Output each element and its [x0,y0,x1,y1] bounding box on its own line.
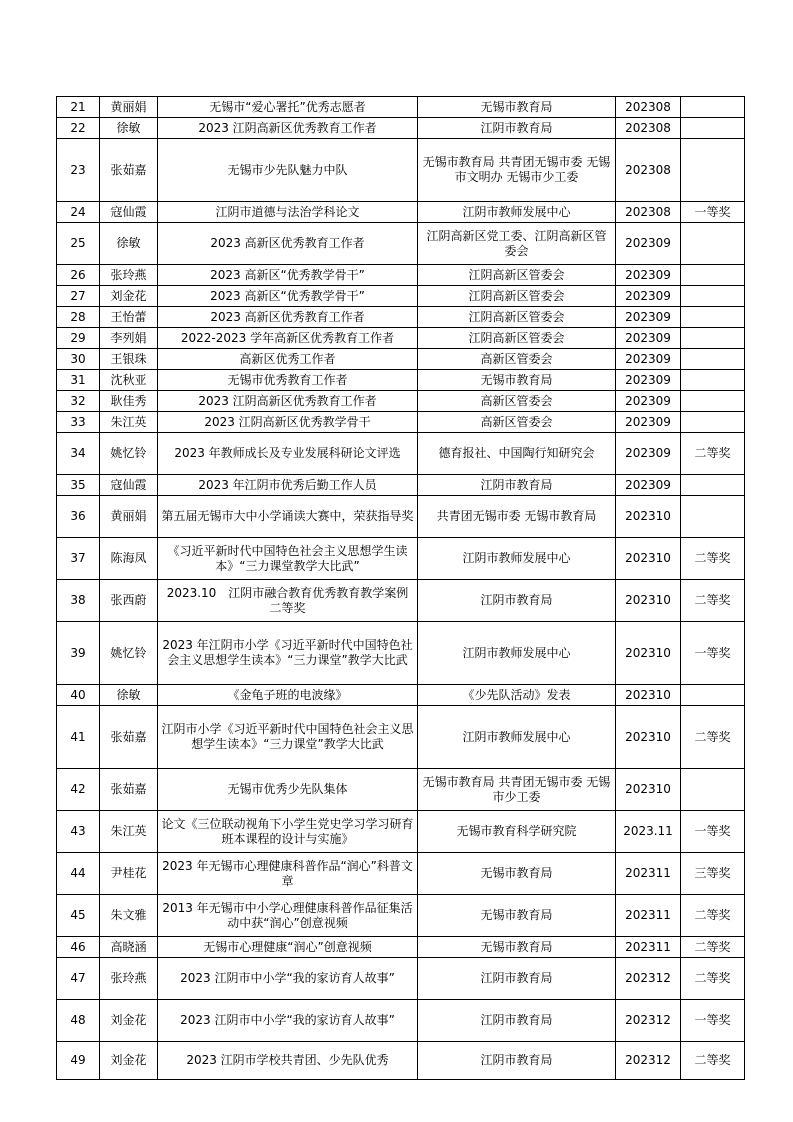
row-number-cell: 32 [57,391,100,412]
table-row [57,370,745,391]
date-cell: 202309 [616,370,681,391]
issuing-organization-cell: 江阴市教师发展中心 [418,622,616,685]
date-cell: 202310 [616,622,681,685]
issuing-organization-cell: 德育报社、中国陶行知研究会 [418,433,616,475]
award-title-cell: 2023 年无锡市心理健康科普作品“润心”科普文章 [158,853,418,895]
date-cell: 202310 [616,706,681,769]
date-cell: 202310 [616,538,681,580]
name-cell: 徐敏 [100,118,158,139]
issuing-organization-cell: 无锡市教育局 共青团无锡市委 无锡市少工委 [418,769,616,811]
award-title-cell: 无锡市少先队魅力中队 [158,139,418,202]
row-number-cell: 43 [57,811,100,853]
name-cell: 刘金花 [100,1000,158,1042]
row-number-cell: 46 [57,937,100,958]
row-number-cell: 42 [57,769,100,811]
award-title-cell: 无锡市“爱心署托”优秀志愿者 [158,97,418,118]
award-title-cell: 无锡市优秀少先队集体 [158,769,418,811]
table-row [57,496,745,538]
award-level-cell [681,475,745,496]
date-cell: 202310 [616,496,681,538]
issuing-organization-cell: 江阴高新区党工委、江阴高新区管委会 [418,223,616,265]
date-cell: 202308 [616,118,681,139]
award-level-cell [681,97,745,118]
row-number-cell: 34 [57,433,100,475]
name-cell: 王银珠 [100,349,158,370]
table-row [57,811,745,853]
row-number-cell: 38 [57,580,100,622]
award-title-cell: 2023.10 江阴市融合教育优秀教育教学案例 二等奖 [158,580,418,622]
award-level-cell [681,139,745,202]
name-cell: 刘金花 [100,1042,158,1080]
table-row [57,433,745,475]
row-number-cell: 37 [57,538,100,580]
issuing-organization-cell: 江阴市教育局 [418,580,616,622]
row-number-cell: 47 [57,958,100,1000]
name-cell: 沈秋亚 [100,370,158,391]
row-number-cell: 26 [57,265,100,286]
award-title-cell: 第五届无锡市大中小学诵读大赛中，荣获指导奖 [158,496,418,538]
award-title-cell: 2023 高新区“优秀教学骨干” [158,286,418,307]
date-cell: 202310 [616,685,681,706]
date-cell: 202310 [616,769,681,811]
table-row [57,97,745,118]
table-row [57,538,745,580]
name-cell: 姚忆铃 [100,622,158,685]
award-level-cell: 一等奖 [681,202,745,223]
award-level-cell [681,307,745,328]
award-title-cell: 江阴市小学《习近平新时代中国特色社会主义思想学生读本》“三力课堂”教学大比武 [158,706,418,769]
award-level-cell [681,769,745,811]
table-row [57,391,745,412]
date-cell: 202309 [616,328,681,349]
name-cell: 刘金花 [100,286,158,307]
date-cell: 202311 [616,853,681,895]
issuing-organization-cell: 无锡市教育局 [418,937,616,958]
table-row [57,265,745,286]
award-level-cell [681,286,745,307]
award-level-cell [681,118,745,139]
award-level-cell: 二等奖 [681,958,745,1000]
row-number-cell: 44 [57,853,100,895]
award-title-cell: 2023 江阴市中小学“我的家访育人故事” [158,1000,418,1042]
award-title-cell: 高新区优秀工作者 [158,349,418,370]
award-title-cell: 2023 江阴市学校共青团、少先队优秀 [158,1042,418,1080]
issuing-organization-cell: 无锡市教育科学研究院 [418,811,616,853]
table-row [57,622,745,685]
table-row [57,580,745,622]
name-cell: 张玲燕 [100,265,158,286]
date-cell: 202309 [616,475,681,496]
row-number-cell: 48 [57,1000,100,1042]
award-title-cell: 江阴市道德与法治学科论文 [158,202,418,223]
row-number-cell: 36 [57,496,100,538]
award-level-cell: 二等奖 [681,1042,745,1080]
award-title-cell: 2023 高新区“优秀教学骨干” [158,265,418,286]
table-row [57,958,745,1000]
award-title-cell: 2023 江阴市中小学“我的家访育人故事” [158,958,418,1000]
row-number-cell: 30 [57,349,100,370]
table-row [57,139,745,202]
table-row [57,475,745,496]
name-cell: 黄丽娟 [100,496,158,538]
issuing-organization-cell: 江阴高新区管委会 [418,328,616,349]
date-cell: 202311 [616,895,681,937]
date-cell: 202310 [616,580,681,622]
award-level-cell: 一等奖 [681,622,745,685]
issuing-organization-cell: 无锡市教育局 共青团无锡市委 无锡市文明办 无锡市少工委 [418,139,616,202]
award-level-cell: 一等奖 [681,811,745,853]
name-cell: 黄丽娟 [100,97,158,118]
name-cell: 姚忆铃 [100,433,158,475]
name-cell: 李列娟 [100,328,158,349]
issuing-organization-cell: 江阴市教育局 [418,1042,616,1080]
issuing-organization-cell: 江阴高新区管委会 [418,307,616,328]
name-cell: 陈海凤 [100,538,158,580]
date-cell: 202308 [616,139,681,202]
date-cell: 202312 [616,958,681,1000]
award-level-cell [681,391,745,412]
table-row [57,895,745,937]
table-row [57,328,745,349]
issuing-organization-cell: 江阴市教育局 [418,118,616,139]
name-cell: 朱江英 [100,811,158,853]
award-title-cell: 2023 年江阴市优秀后勤工作人员 [158,475,418,496]
award-title-cell: 2023 高新区优秀教育工作者 [158,307,418,328]
table-row [57,349,745,370]
row-number-cell: 33 [57,412,100,433]
award-title-cell: 2023 江阴高新区优秀教育工作者 [158,118,418,139]
award-table-body [57,97,745,1080]
issuing-organization-cell: 无锡市教育局 [418,370,616,391]
name-cell: 张茹嘉 [100,139,158,202]
name-cell: 寇仙霞 [100,202,158,223]
issuing-organization-cell: 无锡市教育局 [418,853,616,895]
name-cell: 张茹嘉 [100,706,158,769]
table-row [57,223,745,265]
name-cell: 张玲燕 [100,958,158,1000]
name-cell: 张茹嘉 [100,769,158,811]
award-level-cell: 二等奖 [681,895,745,937]
award-level-cell: 二等奖 [681,580,745,622]
award-title-cell: 无锡市优秀教育工作者 [158,370,418,391]
award-level-cell [681,349,745,370]
date-cell: 202308 [616,97,681,118]
issuing-organization-cell: 江阴市教师发展中心 [418,202,616,223]
issuing-organization-cell: 高新区管委会 [418,349,616,370]
award-level-cell: 二等奖 [681,433,745,475]
date-cell: 202309 [616,286,681,307]
issuing-organization-cell: 《少先队活动》发表 [418,685,616,706]
row-number-cell: 39 [57,622,100,685]
award-level-cell [681,412,745,433]
table-row [57,307,745,328]
table-row [57,1000,745,1042]
date-cell: 2023.11 [616,811,681,853]
award-level-cell: 二等奖 [681,538,745,580]
award-level-cell [681,496,745,538]
name-cell: 高晓涵 [100,937,158,958]
issuing-organization-cell: 江阴市教师发展中心 [418,706,616,769]
award-level-cell: 三等奖 [681,853,745,895]
date-cell: 202309 [616,433,681,475]
table-row [57,202,745,223]
date-cell: 202312 [616,1000,681,1042]
row-number-cell: 45 [57,895,100,937]
date-cell: 202309 [616,412,681,433]
award-level-cell: 二等奖 [681,706,745,769]
table-row [57,685,745,706]
date-cell: 202309 [616,307,681,328]
date-cell: 202312 [616,1042,681,1080]
table-row [57,937,745,958]
table-row [57,118,745,139]
award-title-cell: 2013 年无锡市中小学心理健康科普作品征集活动中获“润心”创意视频 [158,895,418,937]
award-table [56,96,745,1080]
issuing-organization-cell: 高新区管委会 [418,412,616,433]
table-row [57,706,745,769]
issuing-organization-cell: 江阴市教育局 [418,475,616,496]
award-level-cell: 二等奖 [681,937,745,958]
row-number-cell: 24 [57,202,100,223]
award-level-cell: 一等奖 [681,1000,745,1042]
table-row [57,1042,745,1080]
issuing-organization-cell: 共青团无锡市委 无锡市教育局 [418,496,616,538]
name-cell: 朱文雅 [100,895,158,937]
issuing-organization-cell: 无锡市教育局 [418,895,616,937]
award-table-container [56,96,745,1080]
award-level-cell [681,685,745,706]
issuing-organization-cell: 江阴高新区管委会 [418,286,616,307]
row-number-cell: 22 [57,118,100,139]
award-title-cell: 《金龟子班的电波缘》 [158,685,418,706]
name-cell: 寇仙霞 [100,475,158,496]
row-number-cell: 25 [57,223,100,265]
date-cell: 202309 [616,223,681,265]
issuing-organization-cell: 江阴市教师发展中心 [418,538,616,580]
award-title-cell: 2022-2023 学年高新区优秀教育工作者 [158,328,418,349]
name-cell: 朱江英 [100,412,158,433]
issuing-organization-cell: 江阴市教育局 [418,1000,616,1042]
award-title-cell: 2023 江阴高新区优秀教育工作者 [158,391,418,412]
award-title-cell: 2023 年教师成长及专业发展科研论文评选 [158,433,418,475]
row-number-cell: 40 [57,685,100,706]
row-number-cell: 27 [57,286,100,307]
award-title-cell: 无锡市心理健康“润心”创意视频 [158,937,418,958]
table-row [57,412,745,433]
award-level-cell [681,370,745,391]
award-title-cell: 论文《三位联动视角下小学生党史学习学习研育班本课程的设计与实施》 [158,811,418,853]
award-level-cell [681,328,745,349]
row-number-cell: 31 [57,370,100,391]
name-cell: 尹桂花 [100,853,158,895]
table-row [57,286,745,307]
date-cell: 202309 [616,391,681,412]
issuing-organization-cell: 高新区管委会 [418,391,616,412]
issuing-organization-cell: 无锡市教育局 [418,97,616,118]
row-number-cell: 21 [57,97,100,118]
row-number-cell: 29 [57,328,100,349]
name-cell: 徐敏 [100,685,158,706]
table-row [57,769,745,811]
date-cell: 202311 [616,937,681,958]
issuing-organization-cell: 江阴高新区管委会 [418,265,616,286]
award-title-cell: 2023 年江阴市小学《习近平新时代中国特色社会主义思想学生读本》“三力课堂”教学大比武 [158,622,418,685]
row-number-cell: 23 [57,139,100,202]
name-cell: 耿佳秀 [100,391,158,412]
row-number-cell: 49 [57,1042,100,1080]
name-cell: 徐敏 [100,223,158,265]
row-number-cell: 28 [57,307,100,328]
name-cell: 王怡蕾 [100,307,158,328]
name-cell: 张西蔚 [100,580,158,622]
issuing-organization-cell: 江阴市教育局 [418,958,616,1000]
row-number-cell: 41 [57,706,100,769]
date-cell: 202308 [616,202,681,223]
award-title-cell: 2023 江阴高新区优秀教学骨干 [158,412,418,433]
award-title-cell: 2023 高新区优秀教育工作者 [158,223,418,265]
table-row [57,853,745,895]
date-cell: 202309 [616,265,681,286]
award-level-cell [681,265,745,286]
award-title-cell: 《习近平新时代中国特色社会主义思想学生读本》“三力课堂教学大比武” [158,538,418,580]
date-cell: 202309 [616,349,681,370]
award-level-cell [681,223,745,265]
row-number-cell: 35 [57,475,100,496]
